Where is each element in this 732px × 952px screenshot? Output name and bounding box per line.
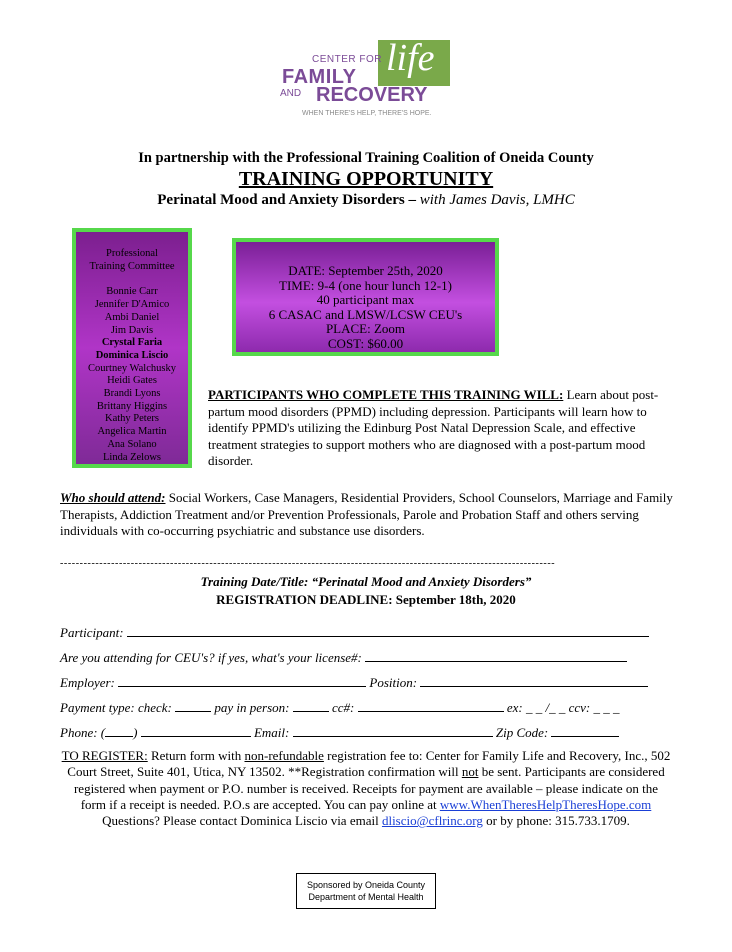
- email-field[interactable]: [293, 724, 493, 737]
- registration-deadline: REGISTRATION DEADLINE: September 18th, 2020: [216, 592, 516, 607]
- committee-member: Courtney Walchusky: [88, 362, 176, 374]
- to-register-text-4: Questions? Please contact Dominica Liscio via email: [102, 813, 382, 829]
- divider-line: ------------------------------------------------------------------------------------------------------------------------------: [60, 558, 556, 569]
- participants-paragraph: [208, 387, 678, 470]
- committee-title-line2: Training Committee: [89, 260, 175, 272]
- committee-members: [76, 286, 188, 464]
- inperson-field[interactable]: [293, 699, 329, 712]
- zip-label: Zip Code:: [495, 725, 549, 740]
- check-field[interactable]: [175, 699, 211, 712]
- who-body: Social Workers, Case Managers, Residential Providers, School Counselors, Marriage and Family Therapists, Addiction Treatment and/or Prevention Professionals, Parole and Probation Staff and others serving individuals with co-occurring psychiatric and substance use disorders.: [60, 490, 673, 538]
- logo-line-center-for: CENTER FOR: [312, 54, 382, 65]
- to-register-text-1: Return form with: [147, 748, 245, 763]
- registration-title: Training Date/Title: “Perinatal Mood and Anxiety Disorders”: [200, 574, 532, 589]
- to-register-heading: TO REGISTER:: [61, 748, 148, 763]
- participants-body: Learn about post-partum mood disorders (PPMD) including depression. Participants will learn how to identify PPMD's utilizing the Edinburg Post Natal Depression Scale, and effective treatment strategies to support mothers who are diagnosed with a post-partum mood disorder.: [208, 387, 659, 468]
- partnership-line: In partnership with the Professional Training Coalition of Oneida County: [138, 150, 594, 166]
- logo-line-family: FAMILY: [282, 66, 357, 88]
- employer-row: [60, 674, 660, 692]
- committee-member: Linda Zelows: [102, 451, 162, 463]
- non-refundable-text: non-refundable: [244, 748, 324, 763]
- to-register-text-5: or by phone: 315.733.1709.: [482, 813, 630, 829]
- employer-field[interactable]: [118, 674, 366, 687]
- ccv-field[interactable]: _ _ _: [593, 700, 620, 715]
- sponsor-line1: Sponsored by Oneida County: [306, 880, 426, 890]
- participant-field[interactable]: [127, 624, 649, 637]
- phone-field[interactable]: [141, 724, 251, 737]
- event-details-box: [232, 238, 499, 356]
- email-label: Email:: [253, 725, 290, 740]
- event-ceus: 6 CASAC and LMSW/LCSW CEU's: [268, 306, 463, 322]
- position-field[interactable]: [420, 674, 648, 687]
- sponsor-line2: Department of Mental Health: [308, 892, 424, 902]
- committee-member: Ambi Daniel: [104, 311, 160, 323]
- committee-member: Dominica Liscio: [95, 349, 169, 361]
- committee-member: Brandi Lyons: [103, 388, 161, 400]
- committee-box: [72, 228, 192, 468]
- not-text: not: [461, 764, 479, 780]
- committee-member: Angelica Martin: [97, 426, 167, 438]
- event-date: DATE: September 25th, 2020: [288, 263, 443, 278]
- who-heading: Who should attend:: [60, 490, 166, 505]
- contact-row: [60, 724, 660, 742]
- event-cost: COST: $60.00: [327, 335, 404, 351]
- participants-heading: PARTICIPANTS WHO COMPLETE THIS TRAINING WILL:: [208, 387, 564, 402]
- logo-line-recovery: RECOVERY: [316, 84, 428, 106]
- committee-title: [76, 248, 188, 273]
- email-link[interactable]: dliscio@cflrinc.org: [381, 813, 483, 829]
- zip-field[interactable]: [551, 724, 619, 737]
- phone-paren: ): [133, 725, 138, 740]
- organization-logo: [280, 37, 460, 120]
- subtitle-presenter: with James Davis, LMHC: [419, 192, 575, 208]
- subtitle-main: Perinatal Mood and Anxiety Disorders –: [157, 192, 420, 208]
- logo-life-box: [378, 37, 450, 86]
- event-max: 40 participant max: [316, 292, 415, 307]
- participant-row: [60, 624, 660, 642]
- payment-row: [60, 699, 660, 717]
- sponsor-box: [296, 873, 436, 909]
- committee-member: Bonnie Carr: [106, 286, 158, 298]
- participant-label: Participant:: [60, 625, 124, 640]
- logo-life-text: life: [386, 37, 435, 79]
- committee-member: Brittany Higgins: [96, 400, 168, 412]
- training-subtitle: [0, 192, 732, 209]
- ex-label: ex:: [506, 700, 523, 715]
- payment-check-label: Payment type: check:: [60, 700, 172, 715]
- event-time: TIME: 9-4 (one hour lunch 12-1): [279, 277, 452, 293]
- website-link[interactable]: www.WhenTheresHelpTheresHope.com: [439, 796, 652, 812]
- position-label: Position:: [369, 675, 418, 690]
- committee-member: Heidi Gates: [107, 375, 157, 387]
- ex-field[interactable]: _ _ /_ _: [525, 700, 566, 715]
- license-field[interactable]: [365, 649, 627, 662]
- to-register-text-2: registration fee to: Center for Family Life and Recovery, Inc., 502 Court Street, Suite 401, Utica, NY 13502. **Registration confirmation will: [67, 748, 671, 780]
- ceu-row: [60, 649, 660, 667]
- ccv-label: ccv:: [568, 700, 591, 715]
- committee-title-line1: Professional: [106, 248, 158, 259]
- phone-area-field[interactable]: [105, 724, 133, 737]
- event-place: PLACE: Zoom: [325, 321, 406, 336]
- ceu-label: Are you attending for CEU's? if yes, what's your license#:: [60, 650, 362, 665]
- logo-line-and: AND: [280, 88, 302, 99]
- to-register-text-3: be sent. Participants are considered registered when payment or P.O. number is received. Receipts for payment are available – please indicate on the form if a receipt is needed. P.O.s are accepted. You can pay online at: [73, 764, 665, 812]
- committee-member: Kathy Peters: [105, 413, 159, 425]
- committee-member: Crystal Faria: [101, 337, 163, 349]
- who-should-attend-paragraph: [60, 490, 680, 540]
- cc-label: cc#:: [331, 700, 355, 715]
- committee-member: Jennifer D'Amico: [94, 299, 170, 311]
- to-register-paragraph: [60, 748, 672, 829]
- employer-label: Employer:: [60, 675, 115, 690]
- committee-member: Jim Davis: [110, 324, 154, 336]
- inperson-label: pay in person:: [214, 700, 290, 715]
- logo-tagline: WHEN THERE'S HELP, THERE'S HOPE.: [302, 110, 432, 117]
- committee-member: Ana Solano: [107, 438, 157, 450]
- page-title: TRAINING OPPORTUNITY: [238, 168, 494, 190]
- phone-label: Phone: (: [60, 725, 106, 740]
- cc-field[interactable]: [358, 699, 504, 712]
